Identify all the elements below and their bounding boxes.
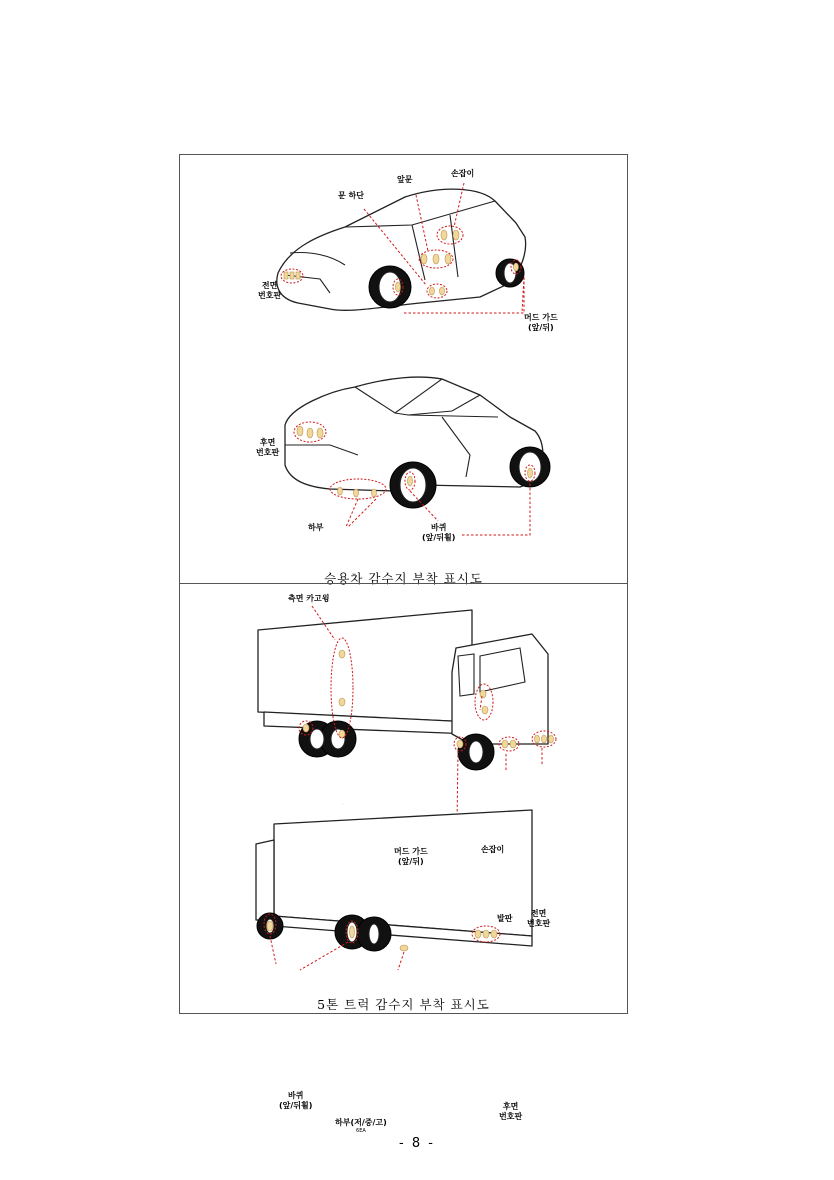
label-truck-rear-plate [499,1102,522,1122]
label-front-plate-line1: 전면 [261,281,278,290]
label-truck-rear-plate-line1: 후면 [502,1102,519,1111]
sedan-front-view [277,183,526,313]
label-front-plate [258,281,281,301]
label-wheel-line2: (앞/뒤휠) [422,533,456,542]
truck-panel [180,584,627,1134]
label-mudguard-line2: (앞/뒤) [528,323,554,332]
label-truck-rear-plate-line2: 번호판 [499,1112,523,1121]
label-side-cargo: 측면 카고윙 [288,594,330,603]
truck-rear-view [256,810,532,970]
sedan-caption: 승용차 감수지 부착 표시도 [324,571,483,586]
label-truck-mudguard-line1: 머드 가드 [394,847,428,856]
page-number: - 8 - [399,1136,435,1151]
label-mudguard-line1: 머드 가드 [524,313,558,322]
figure-frame [179,154,628,1134]
label-handle: 손잡이 [451,169,475,178]
label-truck-handle: 손잡이 [481,845,505,854]
label-truck-underside-line1: 하부(저/중/고) [335,1118,387,1127]
label-rear-plate [256,438,279,458]
sedan-panel [180,155,627,586]
label-rear-plate-line1: 후면 [259,438,276,447]
label-truck-front-plate [527,909,550,929]
label-truck-wheel-line2: (앞/뒤휠) [279,1101,313,1110]
sedan-rear-view [285,377,550,535]
truck-illustration [180,584,627,1014]
label-wheel [422,523,455,543]
label-door-bottom: 문 하단 [338,191,364,200]
truck-caption: 5톤 트럭 감수지 부착 표시도 [317,997,490,1012]
label-front-door: 앞문 [397,175,413,184]
label-rear-plate-line2: 번호판 [256,448,280,457]
label-wheel-line1: 바퀴 [430,523,447,532]
label-underside: 하부 [308,523,324,532]
label-mudguard [524,313,558,333]
label-truck-mudguard-line2: (앞/뒤) [398,857,424,866]
label-truck-mudguard [394,847,428,867]
label-truck-front-plate-line2: 번호판 [527,919,551,928]
label-truck-underside-count: 6EA [356,1128,366,1134]
label-step: 발판 [497,914,513,923]
label-truck-wheel [279,1091,312,1111]
label-truck-underside [335,1118,387,1134]
sedan-illustration [180,155,627,583]
label-front-plate-line2: 번호판 [258,291,282,300]
label-truck-front-plate-line1: 전면 [530,909,547,918]
label-truck-wheel-line1: 바퀴 [287,1091,304,1100]
